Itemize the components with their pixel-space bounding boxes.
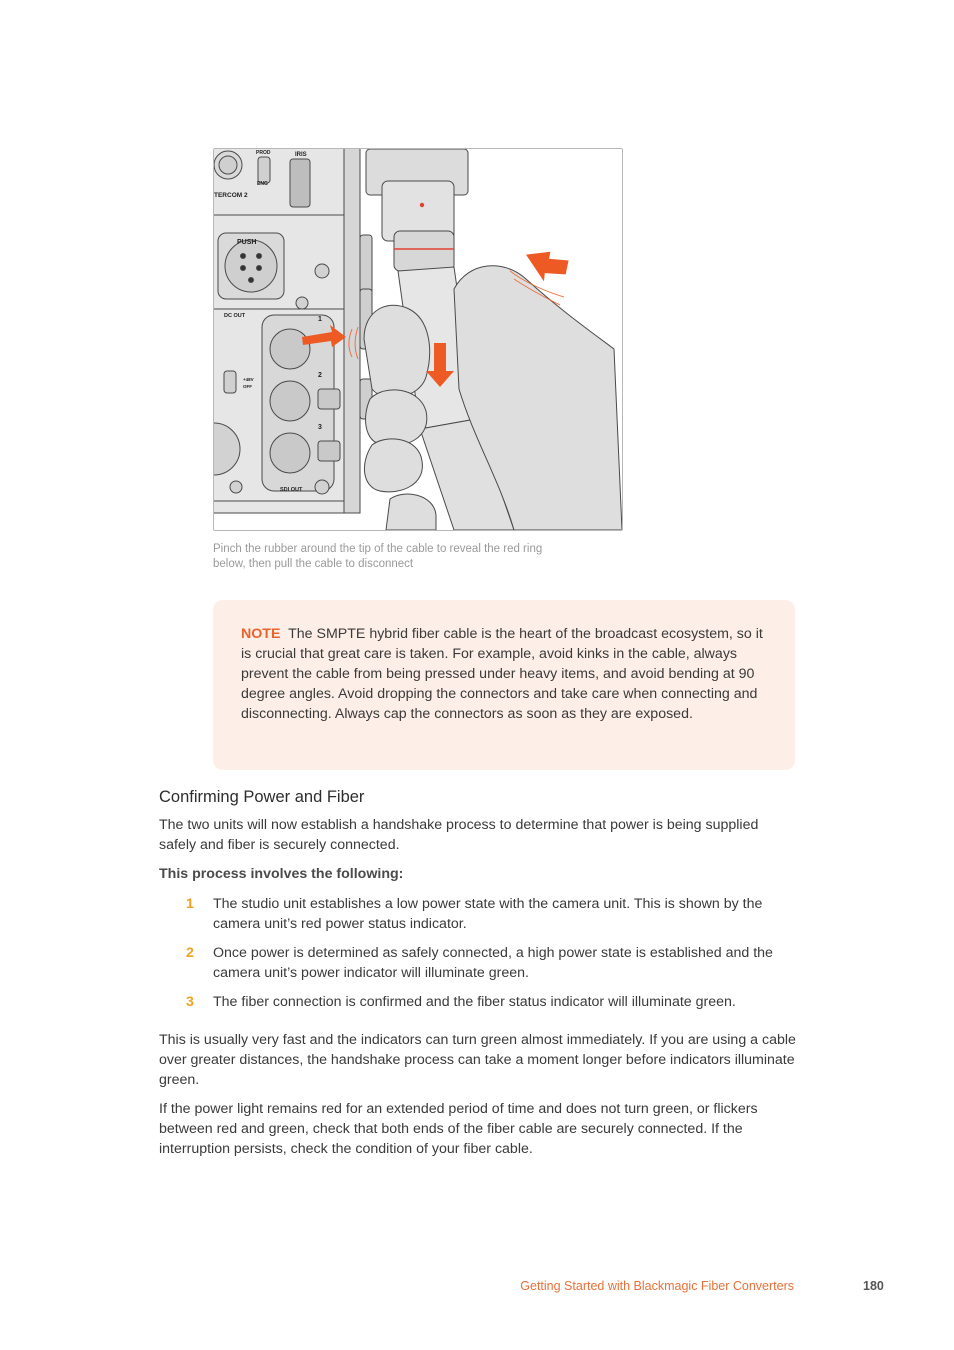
step-number: 2	[186, 945, 194, 961]
step-text: The studio unit establishes a low power state with the camera unit. This is shown by the camera unit’s red power status indicator.	[213, 896, 763, 932]
step-text: Once power is determined as safely connected, a high power state is established and the camera unit’s power indicator will illuminate green.	[213, 945, 773, 981]
list-item	[159, 992, 799, 1012]
section-title: Confirming Power and Fiber	[159, 788, 365, 806]
label-prod: PROD	[256, 150, 271, 156]
label-intercom: TERCOM 2	[214, 192, 248, 199]
note-label: NOTE	[241, 626, 281, 642]
process-lead: This process involves the following:	[159, 866, 404, 882]
paragraph-troubleshoot: If the power light remains red for an extended period of time and does not turn green, or flickers between red and green, check that both ends of the fiber cable are securely connected. If the interruption persists, check the condition of your fiber cable.	[159, 1101, 758, 1157]
label-push: PUSH	[237, 239, 257, 246]
figure-caption: Pinch the rubber around the tip of the cable to reveal the red ring below, then pull the cable to disconnect	[213, 543, 543, 570]
label-off: OFF	[243, 384, 252, 389]
cable-disconnect-drawing	[214, 149, 622, 530]
label-sdi-out: SDI OUT	[280, 487, 303, 493]
note-paragraph	[241, 624, 767, 724]
illustration-disconnect-cable	[213, 148, 623, 531]
list-item	[159, 943, 799, 983]
label-dc-out: DC OUT	[224, 313, 246, 319]
footer-chapter-title: Getting Started with Blackmagic Fiber Converters	[520, 1279, 794, 1293]
paragraph-handshake: This is usually very fast and the indicators can turn green almost immediately. If you are using a cable over greater distances, the handshake process can take a moment longer before indicators illuminate green.	[159, 1032, 796, 1088]
label-iris: IRIS	[295, 152, 307, 158]
label-port-2: 2	[318, 372, 322, 379]
intro-paragraph: The two units will now establish a handshake process to determine that power is being supplied safely and fiber is securely connected.	[159, 817, 759, 853]
list-item	[159, 894, 799, 934]
note-box	[213, 600, 795, 770]
page-number: 180	[863, 1279, 884, 1293]
step-number: 3	[186, 994, 194, 1010]
label-48v: +48V	[243, 377, 254, 382]
step-number: 1	[186, 896, 194, 912]
steps-list	[159, 894, 799, 1021]
label-port-1: 1	[318, 316, 322, 323]
step-text: The fiber connection is confirmed and the fiber status indicator will illuminate green.	[213, 994, 736, 1010]
label-eng: ENG	[257, 181, 268, 187]
note-text: The SMPTE hybrid fiber cable is the heart of the broadcast ecosystem, so it is crucial that great care is taken. For example, avoid kinks in the cable, always prevent the cable from being pressed under heavy items, and avoid bending at 90 degree angles. Avoid dropping the connectors and take care when connecting and disconnecting. Always cap the connectors as soon as they are exposed.	[241, 626, 763, 722]
label-port-3: 3	[318, 424, 322, 431]
device-panel	[214, 149, 372, 513]
